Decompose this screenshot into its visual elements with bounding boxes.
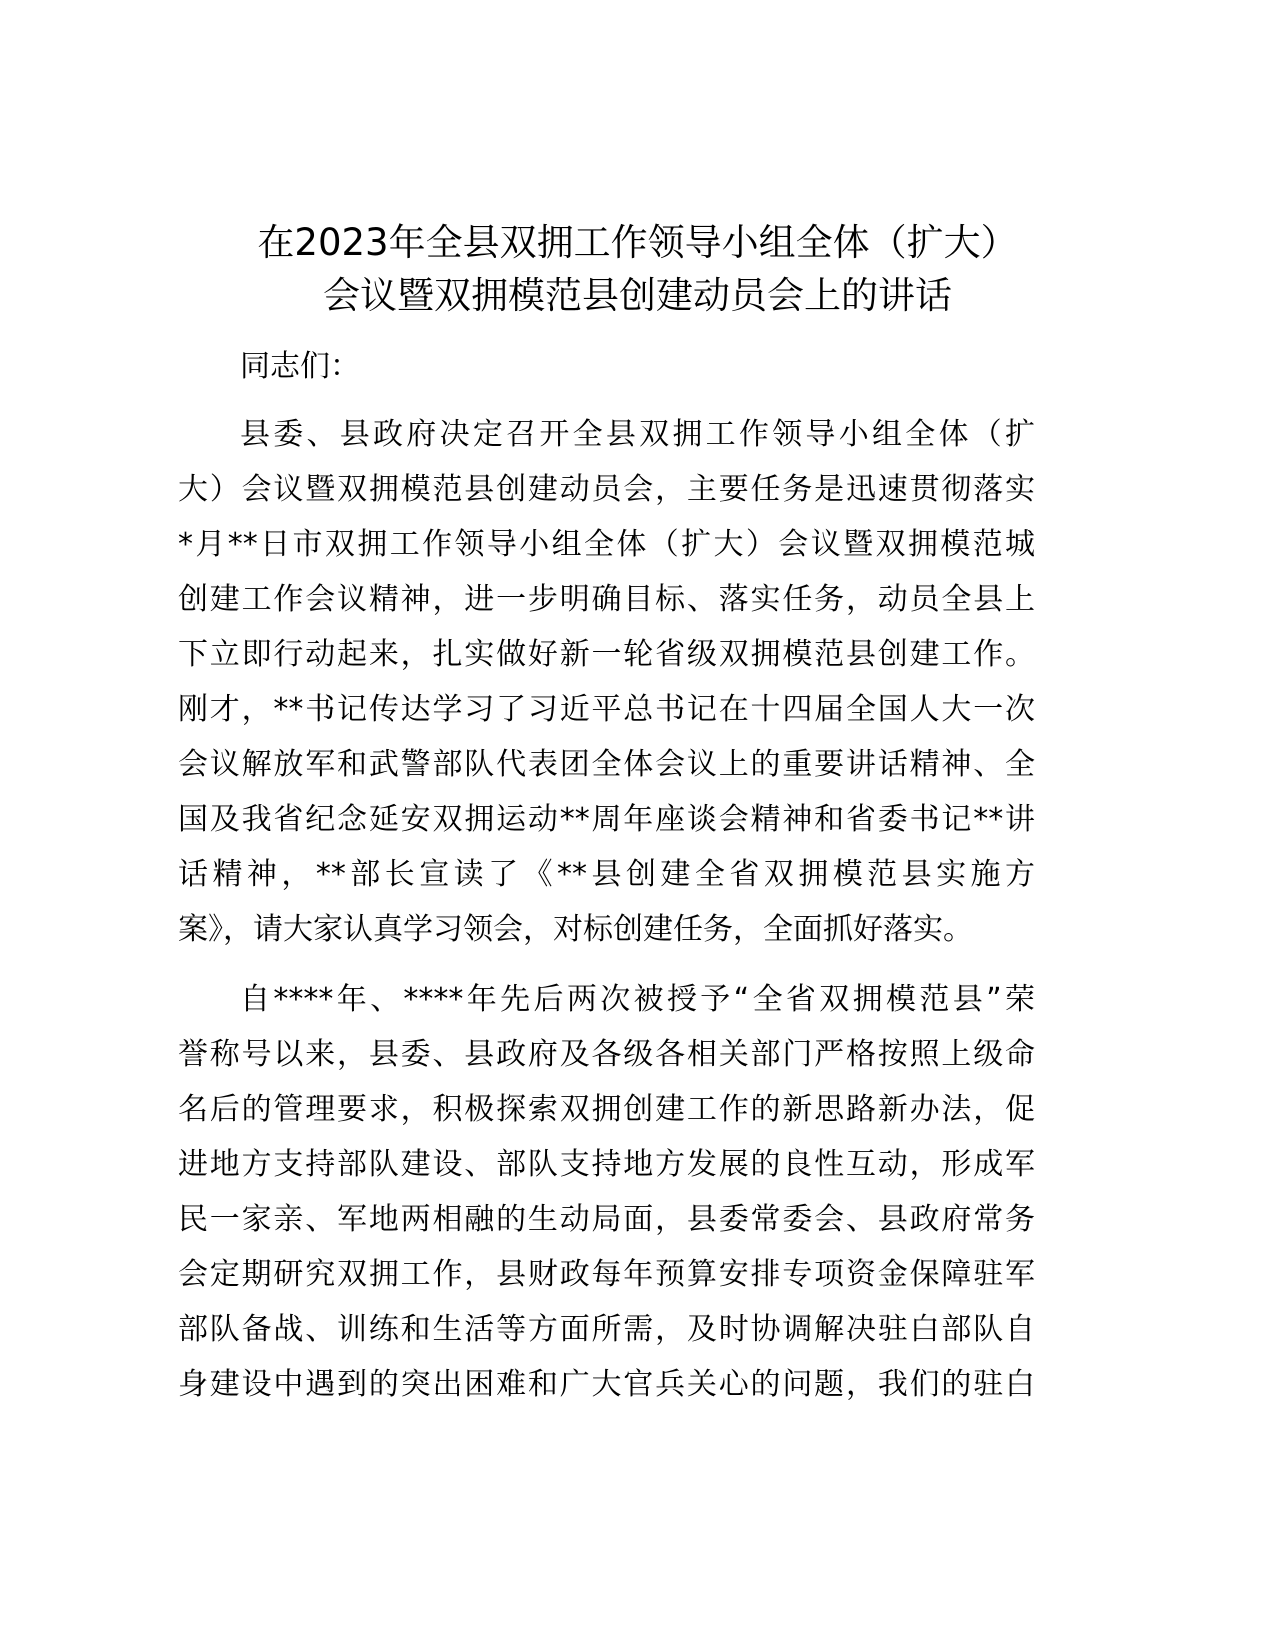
document-title-line-2: 会议暨双拥模范县创建动员会上的讲话 (323, 274, 952, 317)
paragraph-line: 创建工作会议精神，进一步明确目标、落实任务，动员全县上 (178, 582, 1035, 617)
paragraph-line: *月**日市双拥工作领导小组全体（扩大）会议暨双拥模范城 (178, 527, 1035, 562)
document-title-line-1: 在2023年全县双拥工作领导小组全体（扩大） (257, 221, 1018, 264)
paragraph-line: 刚才，**书记传达学习了习近平总书记在十四届全国人大一次 (178, 692, 1035, 727)
paragraph-line: 会定期研究双拥工作，县财政每年预算安排专项资金保障驻军 (178, 1257, 1035, 1292)
paragraph-line: 进地方支持部队建设、部队支持地方发展的良性互动，形成军 (178, 1147, 1035, 1182)
paragraph-line: 誉称号以来，县委、县政府及各级各相关部门严格按照上级命 (178, 1037, 1035, 1072)
paragraph-line: 案》，请大家认真学习领会，对标创建任务，全面抓好落实。 (178, 912, 973, 947)
paragraph-line: 下立即行动起来，扎实做好新一轮省级双拥模范县创建工作。 (178, 637, 1035, 672)
greeting: 同志们： (240, 349, 360, 384)
paragraph-line: 民一家亲、军地两相融的生动局面，县委常委会、县政府常务 (178, 1202, 1035, 1237)
paragraph-line: 部队备战、训练和生活等方面所需，及时协调解决驻白部队自 (178, 1312, 1035, 1347)
paragraph-line: 名后的管理要求，积极探索双拥创建工作的新思路新办法，促 (178, 1092, 1035, 1127)
paragraph-line: 大）会议暨双拥模范县创建动员会，主要任务是迅速贯彻落实 (178, 472, 1035, 507)
paragraph-line: 国及我省纪念延安双拥运动**周年座谈会精神和省委书记**讲 (178, 802, 1035, 837)
paragraph-line: 自****年、****年先后两次被授予“全省双拥模范县”荣 (240, 982, 1035, 1017)
paragraph-line: 话精神，**部长宣读了《**县创建全省双拥模范县实施方 (178, 857, 1035, 892)
paragraph-line: 身建设中遇到的突出困难和广大官兵关心的问题，我们的驻白 (178, 1367, 1035, 1402)
paragraph-line: 县委、县政府决定召开全县双拥工作领导小组全体（扩 (240, 417, 1035, 452)
paragraph-line: 会议解放军和武警部队代表团全体会议上的重要讲话精神、全 (178, 747, 1035, 782)
